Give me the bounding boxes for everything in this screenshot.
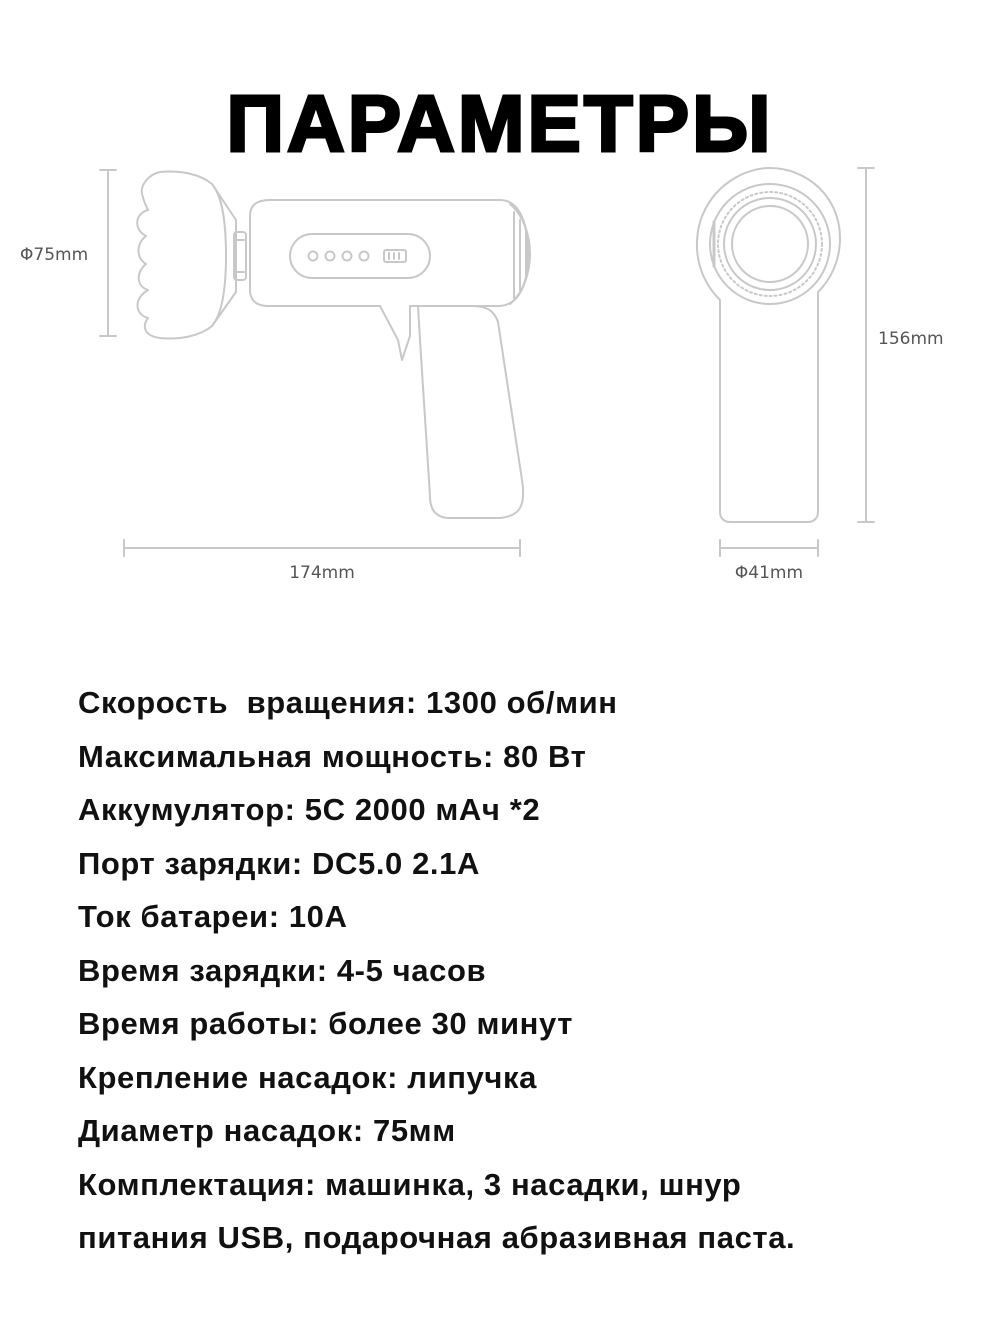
- spec-value: 75мм: [372, 1113, 456, 1148]
- spec-value: 4-5 часов: [336, 952, 487, 988]
- spec-row-pad-diameter: [78, 1104, 958, 1158]
- product-dimension-drawing: [0, 140, 1000, 600]
- spec-row-battery-current: [78, 890, 958, 944]
- body-outline: [250, 200, 528, 360]
- spec-value: 1300 об/мин: [426, 685, 618, 720]
- spec-row-package-contents: [78, 1158, 958, 1212]
- spec-value: DC5.0 2.1A: [312, 845, 480, 881]
- front-body-outline: [697, 168, 840, 522]
- spec-row-package-contents-continued: [78, 1211, 958, 1265]
- handle-outline: [418, 306, 523, 518]
- spec-value: питания USB, подарочная абразивная паста.: [78, 1220, 796, 1255]
- side-view-illustration: [137, 172, 530, 519]
- speed-indicator-icon: [360, 252, 369, 261]
- front-view-illustration: [697, 168, 840, 522]
- body-diameter-label: Φ41mm: [734, 563, 804, 583]
- spec-value: 80 Вт: [503, 738, 587, 774]
- height-label: 156mm: [878, 329, 944, 349]
- length-label: 174mm: [289, 563, 355, 583]
- spec-row-charging-port: [78, 837, 958, 891]
- spec-label: Максимальная мощность:: [78, 738, 494, 774]
- spec-label: Время зарядки:: [78, 952, 328, 988]
- speed-indicator-icon: [309, 252, 318, 261]
- spec-label: Время работы:: [78, 1006, 320, 1041]
- spec-label: Порт зарядки:: [78, 845, 303, 881]
- spec-label: Скорость вращения:: [78, 685, 417, 720]
- spec-list: [78, 676, 958, 1265]
- polishing-pad-outline: [137, 172, 226, 339]
- spec-row-charging-time: [78, 944, 958, 998]
- spec-label: Аккумулятор:: [78, 792, 296, 827]
- spec-row-battery: [78, 783, 958, 837]
- spec-value: 10A: [288, 899, 348, 934]
- page-title: ПАРАМЕТРЫ: [226, 78, 774, 168]
- head-diameter-label: Φ75mm: [20, 245, 89, 265]
- spec-value: более 30 минут: [328, 1006, 573, 1041]
- speed-indicator-icon: [343, 252, 352, 261]
- spec-label: Комплектация:: [78, 1166, 316, 1202]
- spec-value: липучка: [407, 1059, 537, 1095]
- dimension-lines: [100, 168, 874, 556]
- spec-label: Ток батареи:: [78, 899, 280, 934]
- spec-row-pad-mount: [78, 1051, 958, 1105]
- spec-label: Крепление насадок:: [78, 1059, 399, 1095]
- spec-row-run-time: [78, 997, 958, 1051]
- spec-label: Диаметр насадок:: [78, 1113, 364, 1148]
- pad-backing: [212, 184, 236, 326]
- spec-row-max-power: [78, 730, 958, 784]
- spec-value: машинка, 3 насадки, шнур: [325, 1166, 742, 1202]
- speed-indicator-icon: [326, 252, 335, 261]
- spec-row-rotation-speed: [78, 676, 958, 730]
- motor-cap: [732, 206, 808, 282]
- motor-fins-ring: [710, 184, 830, 304]
- spec-value: 5С 2000 мАч *2: [304, 792, 541, 827]
